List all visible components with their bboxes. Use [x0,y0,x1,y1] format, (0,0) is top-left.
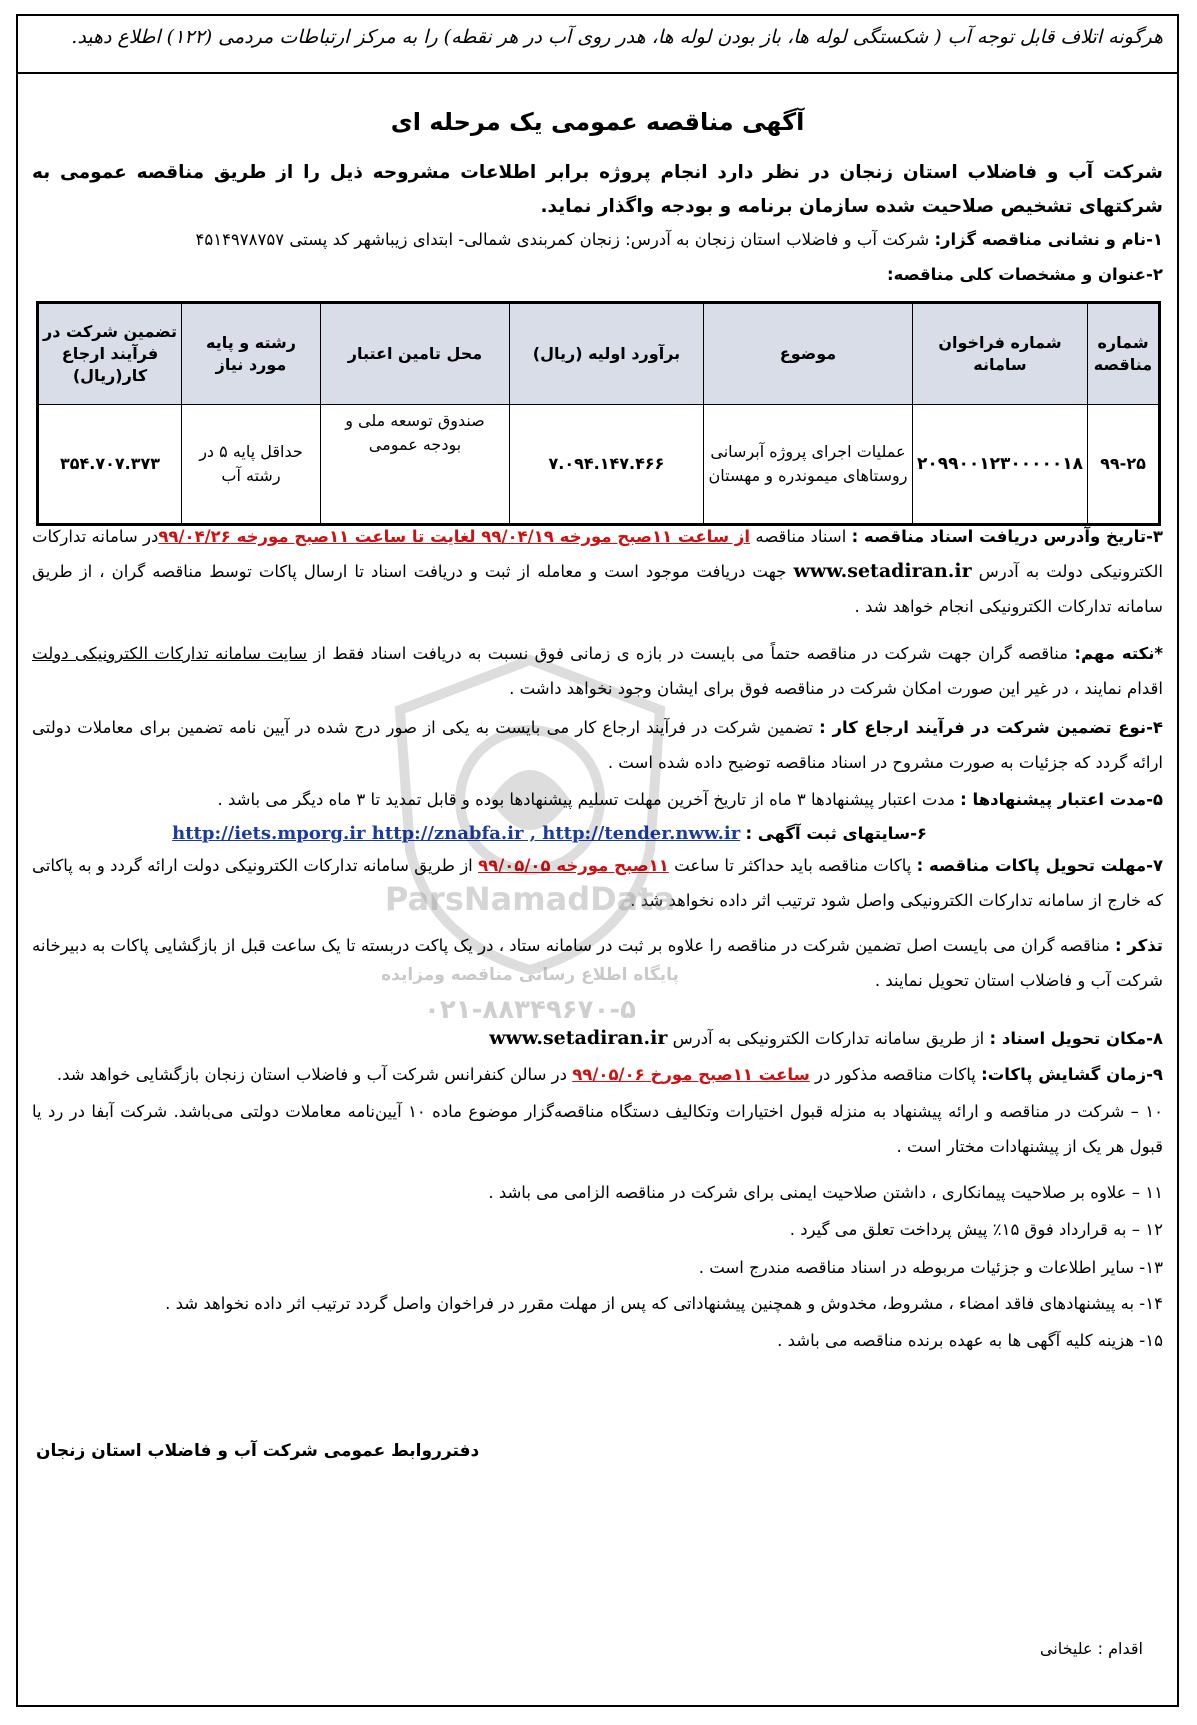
item-7-text-a: پاکات مناقصه باید حداکثر تا ساعت [674,856,912,875]
cell-initial-estimate: ۷.۰۹۴.۱۴۷.۴۶۶ [509,405,703,525]
reminder-note [32,928,1163,998]
table-row [38,405,1160,525]
item-10: ۱۰ – شرکت در مناقصه و ارائه پیشنهاد به منزله قبول اختیارات وتکالیف دستگاه مناقصه‌گزار موضوع ماده ۱۰ آیین‌نامه معاملات دولتی می‌باشد. شرکت آبفا در رد یا قبول هر یک از پیشنهادات مختار است . [32,1102,1163,1156]
item-7-label: ۷-مهلت تحویل پاکات مناقصه : [916,856,1164,875]
item-3-label: ۳-تاریخ وآدرس دریافت اسناد مناقصه : [851,527,1163,546]
item-9-opening [32,1063,1163,1087]
item-3-date-range: از ساعت ۱۱صبح مورخه ۹۹/۰۴/۱۹ لغایت تا ساعت ۱۱صبح مورخه ۹۹/۰۴/۲۶ [158,527,751,546]
important-note-label: *نکته مهم: [1074,644,1164,663]
item-3-text-a: اسناد مناقصه [755,527,847,546]
water-loss-hotline-note: هرگونه اتلاف قابل توجه آب ( شکستگی لوله ها، باز بودن لوله ها، هدر روی آب در هر نقطه) را به مرکز ارتباطات مردمی (۱۲۲) اطلاع دهید. [18,16,1177,74]
header-initial-estimate: برآورد اولیه (ریال) [509,303,703,405]
cell-tender-number: ۹۹-۲۵ [1088,405,1160,525]
item-12: ۱۲ – به قرارداد فوق ۱۵٪ پیش پرداخت تعلق می گیرد . [789,1220,1163,1239]
notice-intro: شرکت آب و فاضلاب استان زنجان در نظر دارد انجام پروژه برابر اطلاعات مشروحه ذیل را از طریق مناقصه عمومی به شرکتهای تشخیص صلاحیت شده سازمان برنامه و بودجه واگذار نماید. [32,162,1163,217]
item-5-validity [32,788,1163,812]
item-13: ۱۳- سایر اطلاعات و جزئیات مربوطه در اسناد مناقصه مندرج است . [698,1258,1163,1277]
important-note-text-b: اقدام نمایند ، در غیر این صورت امکان شرکت در مناقصه فوق برای ایشان وجود نخواهد داشت . [509,679,1163,698]
cell-system-call-number: ۲۰۹۹۰۰۱۲۳۰۰۰۰۰۱۸ [912,405,1087,525]
item-14: ۱۴- به پیشنهادهای فاقد امضاء ، مشروط، مخدوش و همچنین پیشنهاداتی که پس از مهلت مقرر در فراخوان واصل گردد ترتیب اثر داده نخواهد شد . [165,1294,1163,1313]
tender-table [36,301,1161,526]
item-6-label: ۶-سایتهای ثبت آگهی : [745,824,927,843]
reminder-text: مناقصه گران می بایست اصل تضمین شرکت در مناقصه را علاوه بر ثبت در سامانه ستاد ، در یک پاکت دربسته تا یک ساعت قبل از بازگشایی پاکات به دبیرخانه شرکت آب و فاضلاب استان تحویل نمایند . [32,936,1163,990]
item-8-text: از طریق سامانه تدارکات الکترونیکی به آدرس [672,1029,985,1048]
item-7-text-b: از طریق سامانه تدارکات الکترونیکی دولت ارائه گردد و به پاکاتی که خارج از سامانه تدارکات الکترونیکی واصل شود ترتیب اثر داده نخواهد شد . [32,856,1163,910]
item-5-text: مدت اعتبار پیشنهادها ۳ ماه از تاریخ آخرین مهلت تسلیم پیشنهادها بوده و قابل تمدید تا ۳ ماه دیگر می باشد . [217,790,955,809]
item-1-label: ۱-نام و نشانی مناقصه گزار: [934,230,1163,249]
reminder-label: تذکر : [1115,936,1163,955]
watermark-brand: ParsNamadData [384,880,676,918]
item-15: ۱۵- هزینه کلیه آگهی ها به عهده برنده مناقصه می باشد . [777,1331,1163,1350]
item-1-tenderer [32,228,1163,252]
item-8-label: ۸-مکان تحویل اسناد : [989,1029,1163,1048]
header-participation-guarantee: تضمین شرکت در فرآیند ارجاع کار(ریال) [38,303,182,405]
notice-title: آگهی مناقصه عمومی یک مرحله ای [390,108,805,136]
item-8-delivery-place [32,1026,1163,1051]
header-system-call-number: شماره فراخوان سامانه [912,303,1087,405]
item-6-websites [32,822,927,846]
item-1-text: شرکت آب و فاضلاب استان زنجان به آدرس: زنجان کمربندی شمالی- ابتدای زیباشهر کد پستی ۴۵۱۴۹۷۸۷۵۷ [195,230,930,249]
watermark-subtitle: پایگاه اطلاع رسانی مناقصه ومزایده [381,965,679,985]
watermark-phone: ۰۲۱-۸۸۳۴۹۶۷۰-۵ [423,995,636,1025]
item-7-deadline-date: ۱۱صبح مورخه ۹۹/۰۵/۰۵ [478,856,669,875]
header-funding-source: محل تامین اعتبار [320,303,509,405]
cell-funding-source: صندوق توسعه ملی و بودجه عمومی [320,405,509,525]
cell-subject: عملیات اجرای پروژه آبرسانی روستاهای میموندره و مهستان [703,405,912,525]
public-relations-signature: دفترروابط عمومی شرکت آب و فاضلاب استان زنجان [36,1441,480,1461]
header-required-grade: رشته و پایه مورد نیاز [181,303,320,405]
tender-notice-page [16,14,1179,1707]
item-6-links[interactable]: http://iets.mporg.ir http://znabfa.ir , http://tender.nww.ir [172,823,741,844]
item-3-text-b: در سامانه تدارکات الکترونیکی دولت به آدرس [32,527,1163,581]
item-3-text-c: جهت دریافت موجود است و معامله از ثبت و دریافت اسناد تا ارسال پاکات توسط مناقصه گران ، از طریق سامانه تدارکات الکترونیکی انجام خواهد شد . [32,562,1163,616]
item-2-label: ۲-عنوان و مشخصات کلی مناقصه: [886,265,1163,284]
item-9-label: ۹-زمان گشایش پاکات: [981,1065,1163,1084]
important-note-text-a: مناقصه گران جهت شرکت در مناقصه حتماً می بایست در بازه ی زمانی فوق نسبت به دریافت اسناد فقط از [313,644,1069,663]
important-note-underlined: سایت سامانه تدارکات الکترونیکی دولت [32,644,308,663]
item-3-documents [32,519,1163,624]
tender-table-header-row [38,303,1160,405]
action-by: اقدام : علیخانی [1039,1639,1143,1658]
item-5-label: ۵-مدت اعتبار پیشنهادها : [960,790,1163,809]
item-2-title [32,263,1163,287]
item-3-website: www.setadiran.ir [793,560,972,582]
cell-participation-guarantee: ۳۵۴.۷۰۷.۳۷۳ [38,405,182,525]
item-9-opening-date: ساعت ۱۱صبح مورخ ۹۹/۰۵/۰۶ [572,1065,810,1084]
item-4-label: ۴-نوع تضمین شرکت در فرآیند ارجاع کار : [819,718,1163,737]
item-11: ۱۱ – علاوه بر صلاحیت پیمانکاری ، داشتن صلاحیت ایمنی برای شرکت در مناقصه الزامی می باشد . [488,1183,1163,1202]
item-4-guarantee [32,710,1163,780]
important-note [32,636,1163,706]
item-8-website: www.setadiran.ir [489,1027,668,1049]
cell-required-grade: حداقل پایه ۵ در رشته آب [181,405,320,525]
header-tender-number: شماره مناقصه [1088,303,1160,405]
item-9-text-a: پاکات مناقصه مذکور در [815,1065,976,1084]
header-subject: موضوع [703,303,912,405]
item-9-text-b: در سالن کنفرانس شرکت آب و فاضلاب استان زنجان بازگشایی خواهد شد. [56,1065,567,1084]
item-4-text: تضمین شرکت در فرآیند ارجاع کار می بایست به یکی از صور درج شده در آیین نامه تضمین برای معاملات دولتی ارائه گردد که جزئیات به صورت مشروح در اسناد مناقصه توضیح داده شده است . [32,718,1163,772]
